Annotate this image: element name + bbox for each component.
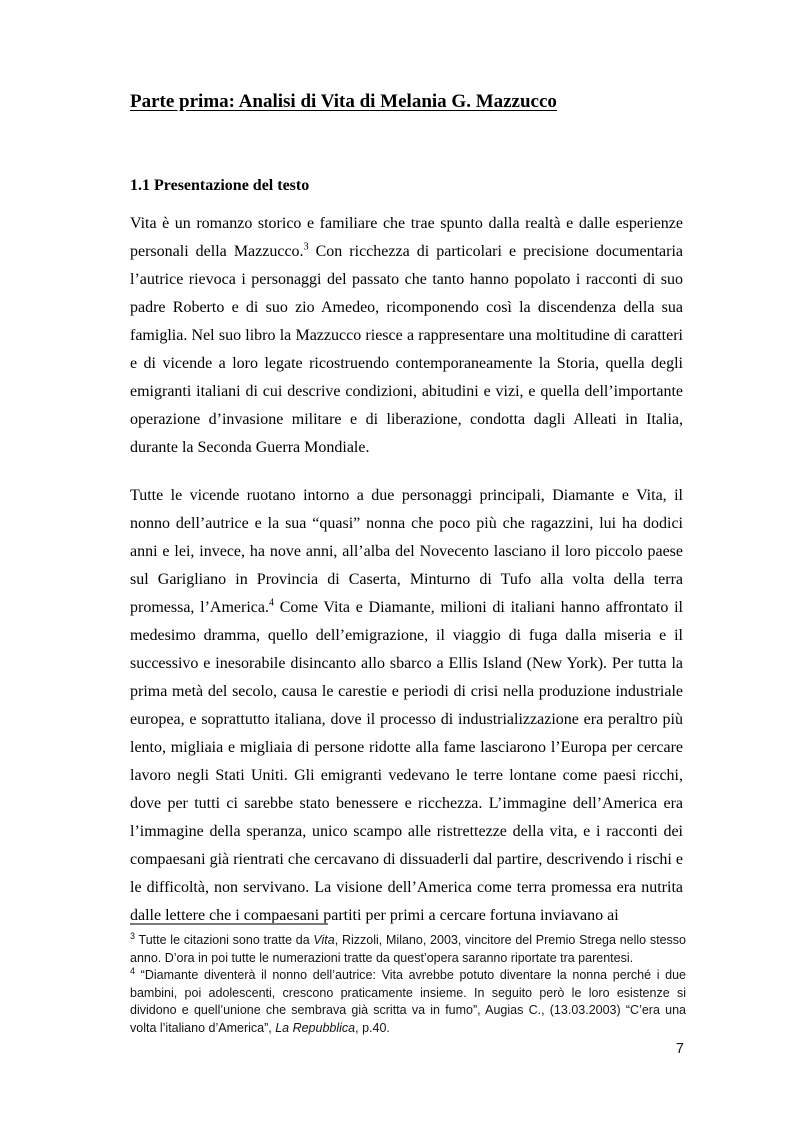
page-content [130, 90, 683, 930]
page-number: 7 [675, 1041, 684, 1057]
document-title: Parte prima: Analisi di Vita di Melania G. Mazzucco [130, 91, 557, 112]
footnote-3: $^3$ Tutte le citazioni sono tratte da Vita, Rizzoli, Milano, 2003, vincitore del Premio Strega nello stesso anno. D’ora in poi tutte le numerazioni tratte da quest’opera saranno riportate tra parentesi. [130, 930, 686, 965]
body-paragraph-2: Tutte le vicende ruotano intorno a due personaggi principali, Diamante e Vita, il nonno dell’autrice e la sua “quasi” nonna che poco più che ragazzini, lui ha dodici anni e lei, invece, ha nove anni, all’alba del Novecento lasciano il loro piccolo paese sul Garigliano in Provincia di Caserta, Minturno di Tufo alla volta della terra promessa, l’America.$^4$ Come Vita e Diamante, milioni di italiani hanno affrontato il medesimo dramma, quello dell’emigrazione, il viaggio di fuga dalla miseria e il successivo e inesorabile disincanto allo sbarco a Ellis Island (New York). Per tutta la prima metà del secolo, causa le carestie e periodi di crisi nella produzione industriale europea, e soprattutto italiana, dove il processo di industrializzazione era peraltro più lento, migliaia e migliaia di persone ridotte alla fame lasciarono l’Europa per cercare lavoro negli Stati Uniti. Gli emigranti vedevano le terre lontane come paesi ricchi, dove per tutti ci sarebbe stato benessere e ricchezza. L’immagine dell’America era l’immagine della speranza, unico scampo alle ristrettezze della vita, e i racconti dei compaesani già rientrati che cercavano di dissuaderli dal partire, descrivendo i rischi e le difficoltà, non servivano. La visione dell’America come terra promessa era nutrita dalle lettere che i compaesani partiti per primi a cercare fortuna inviavano ai [130, 487, 683, 924]
footnote-area [130, 923, 686, 1037]
section-heading: 1.1 Presentazione del testo [130, 177, 310, 194]
footnote-4: $^4$ “Diamante diventerà il nonno dell’autrice: Vita avrebbe potuto diventare la nonna perché i due bambini, poi adolescenti, crescono praticamente insieme. In seguito però le loro esistenze si dividono e quell’unione che sembrava già scritta va in fumo”, Augias C., (13.03.2003) “C’era una volta l’italiano d’America”, La Repubblica, p.40. [130, 965, 686, 1035]
body-paragraph-1: Vita è un romanzo storico e familiare che trae spunto dalla realtà e dalle esperienze personali della Mazzucco.$^3$ Con ricchezza di particolari e precisione documentaria l’autrice rievoca i personaggi del passato che tanto hanno popolato i racconti di suo padre Roberto e di suo zio Amedeo, ricomponendo così la discendenza della sua famiglia. Nel suo libro la Mazzucco riesce a rappresentare una moltitudine di caratteri e di vicende a loro legate ricostruendo contemporaneamente la Storia, quella degli emigranti italiani di cui descrive condizioni, abitudini e vizi, e quella dell’importante operazione d’invasione militare e di liberazione, condotta dagli Alleati in Italia, durante la Seconda Guerra Mondiale. [130, 215, 683, 456]
footnote-separator [130, 923, 328, 925]
